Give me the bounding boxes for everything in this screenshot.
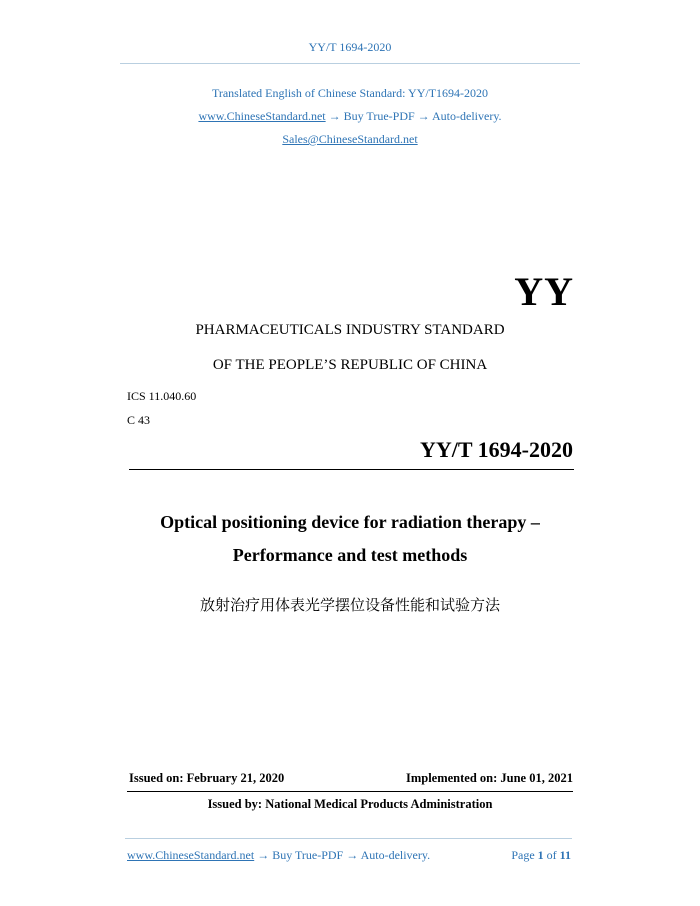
footer-buy-text: → Buy True-PDF → Auto-delivery.	[257, 848, 431, 862]
org-line-2: OF THE PEOPLE’S REPUBLIC OF CHINA	[212, 357, 488, 373]
ics-code: ICS 11.040.60	[127, 389, 197, 403]
org-line-1: PHARMACEUTICALS INDUSTRY STANDARD	[195, 322, 505, 338]
footer-divider	[125, 838, 572, 839]
number-divider	[129, 469, 574, 470]
implemented-on: Implemented on: June 01, 2021	[405, 771, 573, 785]
standard-mark: YY	[514, 269, 574, 314]
page-current: 1	[537, 848, 544, 862]
title-line-1: Optical positioning device for radiation therapy –	[160, 512, 540, 532]
email-line	[0, 132, 700, 147]
running-header-code: YY/T 1694-2020	[308, 40, 392, 54]
footer-site-link[interactable]: www.ChineseStandard.net	[127, 848, 255, 862]
page-label: Page	[511, 848, 535, 862]
issued-by: Issued by: National Medical Products Administration	[207, 797, 493, 811]
issued-on: Issued on: February 21, 2020	[129, 771, 285, 785]
site-link[interactable]: www.ChineseStandard.net	[198, 109, 326, 123]
translated-label: Translated English of Chinese Standard: YY/T1694-2020	[211, 86, 489, 100]
issue-divider	[127, 791, 573, 792]
title-line-2: Performance and test methods	[232, 545, 468, 565]
page-total: 11	[559, 848, 571, 862]
footer-promo	[127, 848, 430, 863]
email-link[interactable]: Sales@ChineseStandard.net	[282, 132, 418, 146]
standard-number: YY/T 1694-2020	[420, 437, 573, 462]
promo-line	[0, 109, 700, 124]
page-of: of	[546, 848, 557, 862]
buy-text: → Buy True-PDF → Auto-delivery.	[328, 109, 502, 123]
page-indicator	[511, 848, 571, 863]
title-chinese: 放射治疗用体表光学摆位设备性能和试验方法	[199, 596, 500, 614]
ccs-code: C 43	[127, 413, 151, 427]
header-divider	[120, 63, 580, 64]
